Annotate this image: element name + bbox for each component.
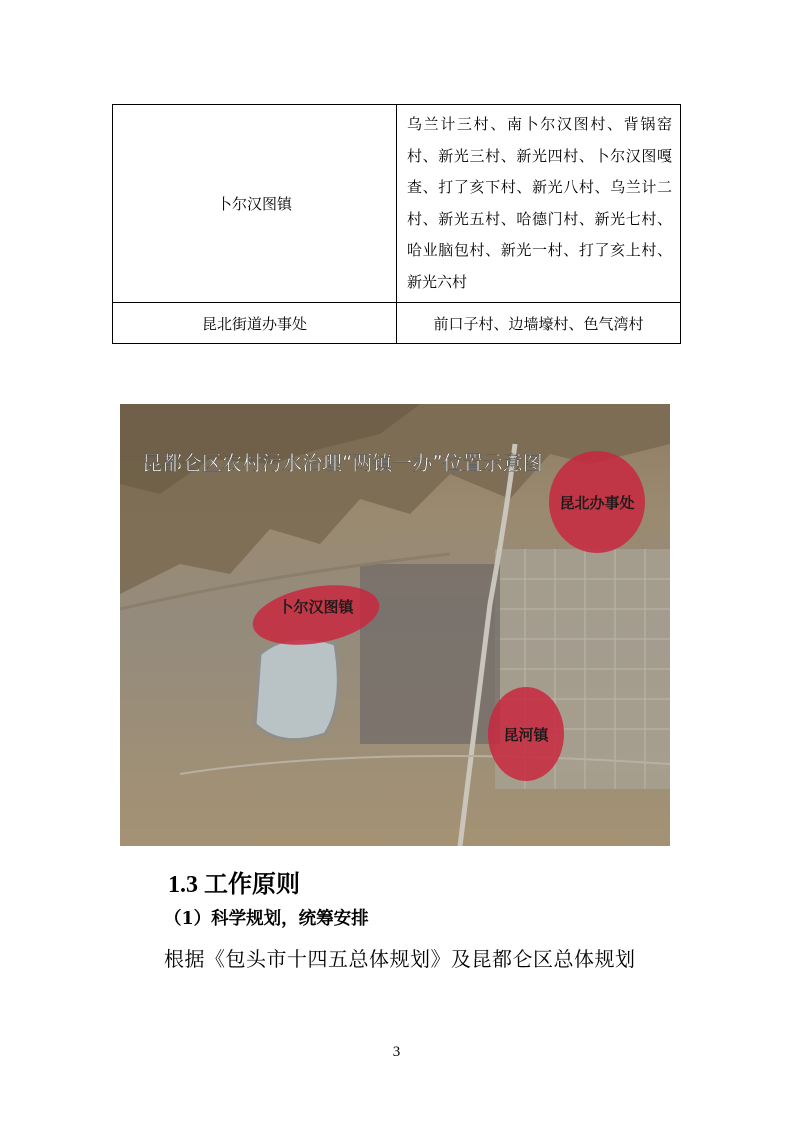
- villages-cell: 乌兰计三村、南卜尔汉图村、背锅窑村、新光三村、新光四村、卜尔汉图嘎查、打了亥下村、新光八村、乌兰计二村、新光五村、哈德门村、新光七村、哈业脑包村、新光一村、打了亥上村、新光六村: [397, 105, 681, 303]
- location-map: [120, 404, 670, 846]
- village-table: [112, 104, 681, 344]
- kunhe-label: 昆河镇: [503, 726, 549, 744]
- buerhantu-label: 卜尔汉图镇: [278, 598, 354, 616]
- subheading: （1）科学规划，统筹安排: [164, 909, 369, 929]
- section-heading: [168, 864, 300, 899]
- kunbei-label: 昆北办事处: [559, 494, 635, 512]
- town-cell: 卜尔汉图镇: [113, 105, 397, 303]
- map-title: 昆都仑区农村污水治理“两镇一办”位置示意图: [142, 451, 543, 475]
- villages-cell: 前口子村、边墙壕村、色气湾村: [397, 303, 681, 344]
- page-number: 3: [392, 1044, 401, 1060]
- satellite-map: [120, 404, 670, 846]
- table-row: [113, 303, 681, 344]
- body-paragraph: 根据《包头市十四五总体规划》及昆都仑区总体规划: [164, 947, 636, 971]
- table-row: [113, 105, 681, 303]
- heading-text: 工作原则: [204, 872, 300, 898]
- town-cell: 昆北街道办事处: [113, 303, 397, 344]
- heading-number: 1.3: [168, 872, 198, 898]
